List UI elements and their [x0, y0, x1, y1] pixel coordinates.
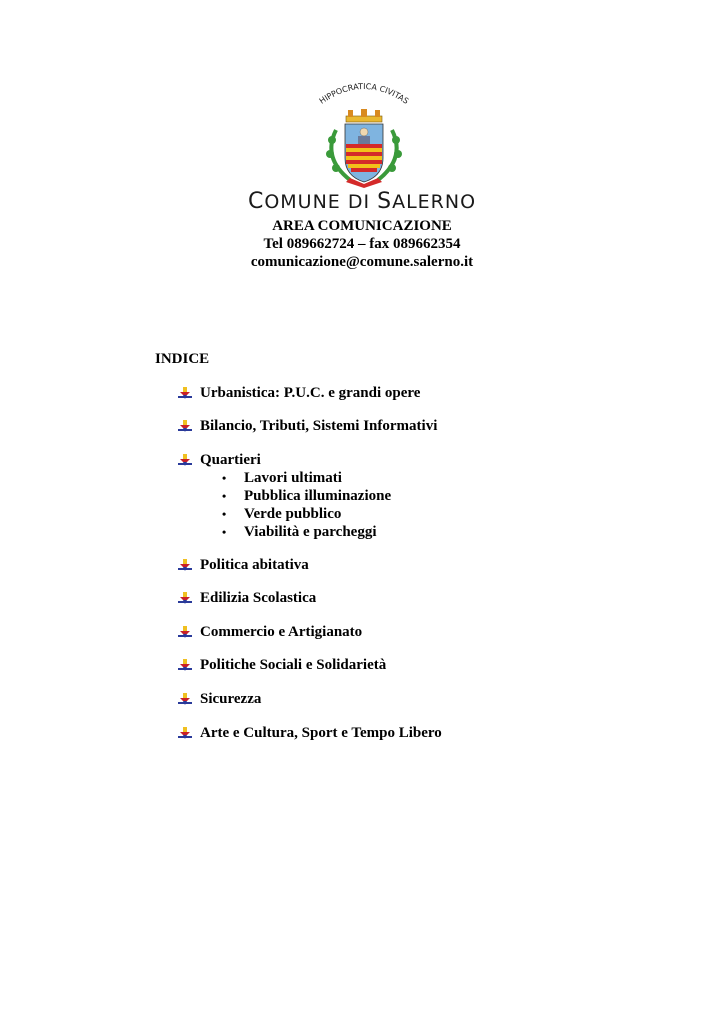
index-item-label: Politica abitativa — [200, 557, 309, 573]
index-item — [178, 590, 316, 607]
bullet-dot-icon: • — [222, 489, 227, 503]
down-arrow-bullet-icon — [178, 420, 192, 434]
index-sub-item — [222, 506, 341, 523]
email-address: comunicazione@comune.salerno.it — [250, 254, 474, 270]
down-arrow-bullet-icon — [178, 592, 192, 606]
index-item-label: Sicurezza — [200, 691, 262, 707]
index-title: INDICE — [155, 351, 210, 367]
index-item — [178, 385, 420, 402]
index-item-label: Edilizia Scolastica — [200, 590, 317, 606]
index-sub-item-label: Lavori ultimati — [244, 470, 342, 486]
index-item — [178, 657, 386, 674]
index-item — [178, 557, 309, 574]
down-arrow-bullet-icon — [178, 693, 192, 707]
index-sub-item-label: Viabilità e parcheggi — [244, 524, 377, 540]
index-sub-item — [222, 488, 391, 505]
bullet-dot-icon: • — [222, 471, 227, 485]
down-arrow-bullet-icon — [178, 626, 192, 640]
down-arrow-bullet-icon — [178, 559, 192, 573]
down-arrow-bullet-icon — [178, 387, 192, 401]
index-item-label: Urbanistica: P.U.C. e grandi opere — [200, 385, 421, 401]
department-name: AREA COMUNICAZIONE — [272, 218, 452, 234]
index-item-label: Politiche Sociali e Solidarietà — [200, 657, 387, 673]
down-arrow-bullet-icon — [178, 659, 192, 673]
index-sub-item — [222, 470, 342, 487]
index-sub-item-label: Verde pubblico — [244, 506, 342, 522]
index-item-label: Commercio e Artigianato — [200, 624, 363, 640]
index-item-label: Arte e Cultura, Sport e Tempo Libero — [200, 725, 442, 741]
phone-fax-line: Tel 089662724 – fax 089662354 — [263, 236, 461, 252]
index-sub-item — [222, 524, 377, 541]
bullet-dot-icon: • — [222, 525, 227, 539]
index-item — [178, 418, 437, 435]
motto-text: HIPPOCRATICA CIVITAS — [317, 81, 411, 106]
index-item — [178, 691, 261, 708]
bullet-dot-icon: • — [222, 507, 227, 521]
index-item — [178, 624, 362, 641]
salerno-coat-of-arms-icon — [312, 78, 416, 192]
down-arrow-bullet-icon — [178, 727, 192, 741]
index-item — [178, 452, 261, 469]
organization-name: COMUNE DI SALERNO — [247, 189, 477, 214]
index-sub-item-label: Pubblica illuminazione — [244, 488, 392, 504]
index-item-label: Bilancio, Tributi, Sistemi Informativi — [200, 418, 438, 434]
down-arrow-bullet-icon — [178, 454, 192, 468]
index-item-label: Quartieri — [200, 452, 261, 468]
index-item — [178, 725, 442, 742]
